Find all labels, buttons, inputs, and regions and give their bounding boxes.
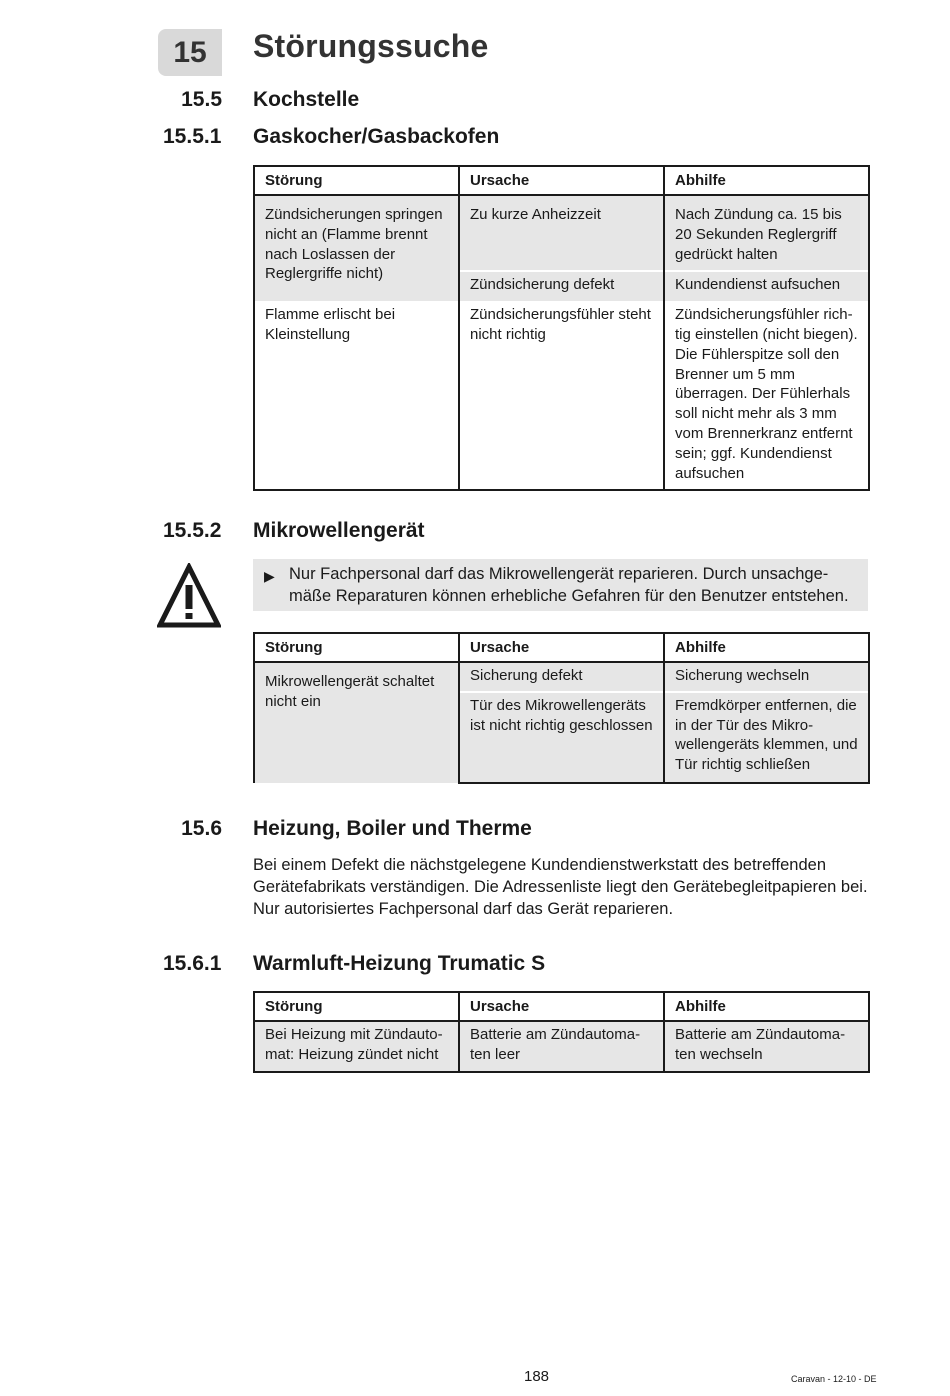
- chapter-number: 15: [158, 29, 222, 76]
- section-number-15-6-1: 15.6.1: [163, 952, 222, 975]
- header-stoerung: Störung: [254, 166, 459, 195]
- table-cell: Kundendienst aufsuchen: [664, 271, 869, 301]
- table-header-row: [254, 166, 869, 195]
- section-title-heizung: Heizung, Boiler und Therme: [253, 817, 532, 840]
- table-cell: Sicherung wechseln: [664, 662, 869, 692]
- section-number-15-6: 15.6: [181, 817, 222, 840]
- header-abhilfe: Abhilfe: [664, 633, 869, 662]
- bullet-triangle-icon: ▶: [264, 568, 275, 584]
- table-cell: Zündsicherungen springen nicht an (Flamme brennt nach Loslassen der Reglergriffe nicht): [254, 195, 459, 301]
- header-stoerung: Störung: [254, 633, 459, 662]
- table-cell: Flamme erlischt bei Kleinstellung: [254, 301, 459, 490]
- header-ursache: Ursache: [459, 992, 664, 1021]
- table-cell: Fremdkörper entfernen, die in der Tür des Mikrowellengeräts klemmen, und Tür richtig schließen: [664, 692, 869, 783]
- table-row: [254, 301, 869, 490]
- table-cell: Tür des Mikrowellengeräts ist nicht richtig geschlossen: [459, 692, 664, 783]
- table-cell: Zu kurze Anheizzeit: [459, 195, 664, 271]
- section-title-mikrowelle: Mikrowellengerät: [253, 519, 425, 542]
- table-row: [254, 1021, 869, 1072]
- section-number-15-5: 15.5: [181, 88, 222, 111]
- section-paragraph: Bei einem Defekt die nächstgelegene Kundendienstwerkstatt des betreffenden Gerätefabrikats verständigen. Die Adressenliste liegt den Gerätebegleitpapieren bei. Nur autorisiertes Fachpersonal darf das Gerät reparieren.: [253, 856, 868, 918]
- table-cell: Batterie am Zündautomaten leer: [459, 1021, 664, 1072]
- section-title-kochstelle: Kochstelle: [253, 88, 360, 111]
- table-header-row: [254, 633, 869, 662]
- table-cell: Zündsicherungsfühler richtig einstellen (nicht biegen). Die Fühlerspitze soll den Brenner um 5 mm überragen. Der Fühlerhals soll nicht mehr als 3 mm vom Brennerkranz entfernt sein; ggf. Kundendienst aufsuchen: [664, 301, 869, 490]
- table-cell: Sicherung defekt: [459, 662, 664, 692]
- table-row: [254, 662, 869, 692]
- troubleshooting-table-heizung: [253, 991, 870, 1073]
- table-cell: Zündsicherungsfühler steht nicht richtig: [459, 301, 664, 490]
- header-ursache: Ursache: [459, 166, 664, 195]
- warning-triangle-icon: [157, 563, 221, 629]
- table-cell: Bei Heizung mit Zündautomat: Heizung zündet nicht: [254, 1021, 459, 1072]
- table-cell: Zündsicherung defekt: [459, 271, 664, 301]
- header-abhilfe: Abhilfe: [664, 166, 869, 195]
- header-ursache: Ursache: [459, 633, 664, 662]
- table-cell: Batterie am Zündautomaten wechseln: [664, 1021, 869, 1072]
- troubleshooting-table-mikrowelle: [253, 632, 870, 784]
- table-row: [254, 195, 869, 271]
- section-title-gaskocher: Gaskocher/Gasbackofen: [253, 125, 500, 148]
- table-cell: Nach Zündung ca. 15 bis 20 Sekunden Reglergriff gedrückt halten: [664, 195, 869, 271]
- document-id: Caravan - 12-10 - DE: [791, 1374, 877, 1384]
- section-number-15-5-1: 15.5.1: [163, 125, 222, 148]
- troubleshooting-table-gaskocher: [253, 165, 870, 491]
- table-cell: Mikrowellengerät schaltet nicht ein: [254, 662, 459, 783]
- header-abhilfe: Abhilfe: [664, 992, 869, 1021]
- page-number: 188: [524, 1368, 550, 1385]
- table-header-row: [254, 992, 869, 1021]
- header-stoerung: Störung: [254, 992, 459, 1021]
- warning-text: Nur Fachpersonal darf das Mikrowellengerät reparieren. Durch unsachgemäße Reparaturen können erhebliche Gefahren für den Benutzer entstehen.: [289, 565, 849, 605]
- warning-box: [253, 559, 868, 611]
- chapter-title: Störungssuche: [253, 28, 489, 64]
- section-number-15-5-2: 15.5.2: [163, 519, 222, 542]
- section-title-trumatic: Warmluft-Heizung Trumatic S: [253, 952, 546, 975]
